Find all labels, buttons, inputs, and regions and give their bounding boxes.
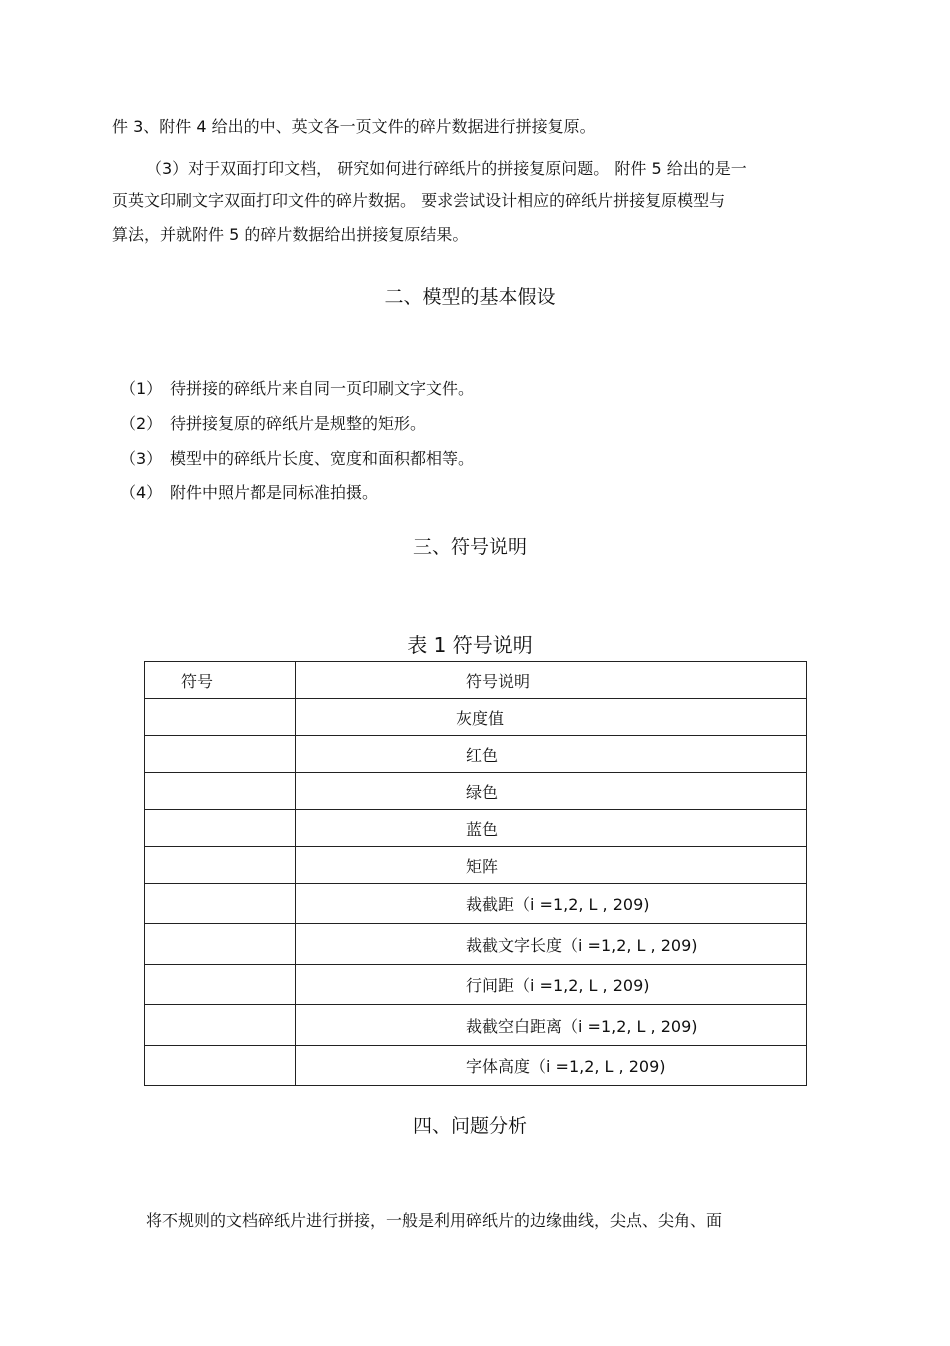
desc-cell: 字体高度（i =1,2, L , 209) <box>296 1046 807 1086</box>
table-row <box>145 884 807 924</box>
table-row <box>145 965 807 1005</box>
assumption-item <box>120 449 474 469</box>
section-2-title: 二、模型的基本假设 <box>384 286 556 308</box>
symbol-cell <box>145 884 296 924</box>
header-symbol: 符号 <box>145 662 296 699</box>
table-row <box>145 1005 807 1046</box>
desc-cell: 行间距（i =1,2, L , 209) <box>296 965 807 1005</box>
table-header-row <box>145 662 807 699</box>
table-row <box>145 736 807 773</box>
desc-cell: 灰度值 <box>296 699 807 736</box>
table-row <box>145 773 807 810</box>
table-row <box>145 699 807 736</box>
analysis-paragraph: 将不规则的文档碎纸片进行拼接，一般是利用碎纸片的边缘曲线，尖点、尖角、面 <box>146 1211 723 1230</box>
assumption-number: （4） <box>120 483 163 502</box>
desc-cell: 矩阵 <box>296 847 807 884</box>
intro-line-2: （3）对于双面打印文档， 研究如何进行碎纸片的拼接复原问题。 附件 5 给出的是一 <box>146 159 747 178</box>
symbol-cell <box>145 1046 296 1086</box>
table-row <box>145 1046 807 1086</box>
desc-cell: 裁截文字长度（i =1,2, L , 209) <box>296 924 807 965</box>
desc-cell: 裁截空白距离（i =1,2, L , 209) <box>296 1005 807 1046</box>
symbol-cell <box>145 810 296 847</box>
assumption-number: （3） <box>120 449 163 468</box>
symbol-cell <box>145 736 296 773</box>
symbol-cell <box>145 773 296 810</box>
assumption-item <box>120 414 426 434</box>
desc-cell: 绿色 <box>296 773 807 810</box>
assumption-item <box>120 483 378 503</box>
section-3-title: 三、符号说明 <box>412 536 527 558</box>
table-caption: 表 1 符号说明 <box>407 633 533 657</box>
intro-line-1: 件 3、附件 4 给出的中、英文各一页文件的碎片数据进行拼接复原。 <box>112 117 596 136</box>
assumption-text: 待拼接复原的碎纸片是规整的矩形。 <box>170 414 427 433</box>
assumption-number: （1） <box>120 379 163 398</box>
table-row <box>145 847 807 884</box>
assumption-text: 模型中的碎纸片长度、宽度和面积都相等。 <box>170 449 475 468</box>
desc-cell: 裁截距（i =1,2, L , 209) <box>296 884 807 924</box>
desc-cell: 红色 <box>296 736 807 773</box>
symbol-cell <box>145 699 296 736</box>
assumption-item <box>120 379 474 399</box>
assumption-text: 待拼接的碎纸片来自同一页印刷文字文件。 <box>170 379 475 398</box>
table-row <box>145 924 807 965</box>
symbol-cell <box>145 847 296 884</box>
symbol-table <box>144 661 807 1086</box>
intro-line-3: 页英文印刷文字双面打印文件的碎片数据。 要求尝试设计相应的碎纸片拼接复原模型与 <box>112 191 726 210</box>
intro-line-4: 算法，并就附件 5 的碎片数据给出拼接复原结果。 <box>112 225 469 244</box>
header-desc: 符号说明 <box>296 662 807 699</box>
desc-cell: 蓝色 <box>296 810 807 847</box>
symbol-cell <box>145 1005 296 1046</box>
symbol-cell <box>145 965 296 1005</box>
table-row <box>145 810 807 847</box>
assumption-number: （2） <box>120 414 163 433</box>
section-4-title: 四、问题分析 <box>412 1115 527 1137</box>
assumption-text: 附件中照片都是同标准拍摄。 <box>170 483 379 502</box>
symbol-cell <box>145 924 296 965</box>
